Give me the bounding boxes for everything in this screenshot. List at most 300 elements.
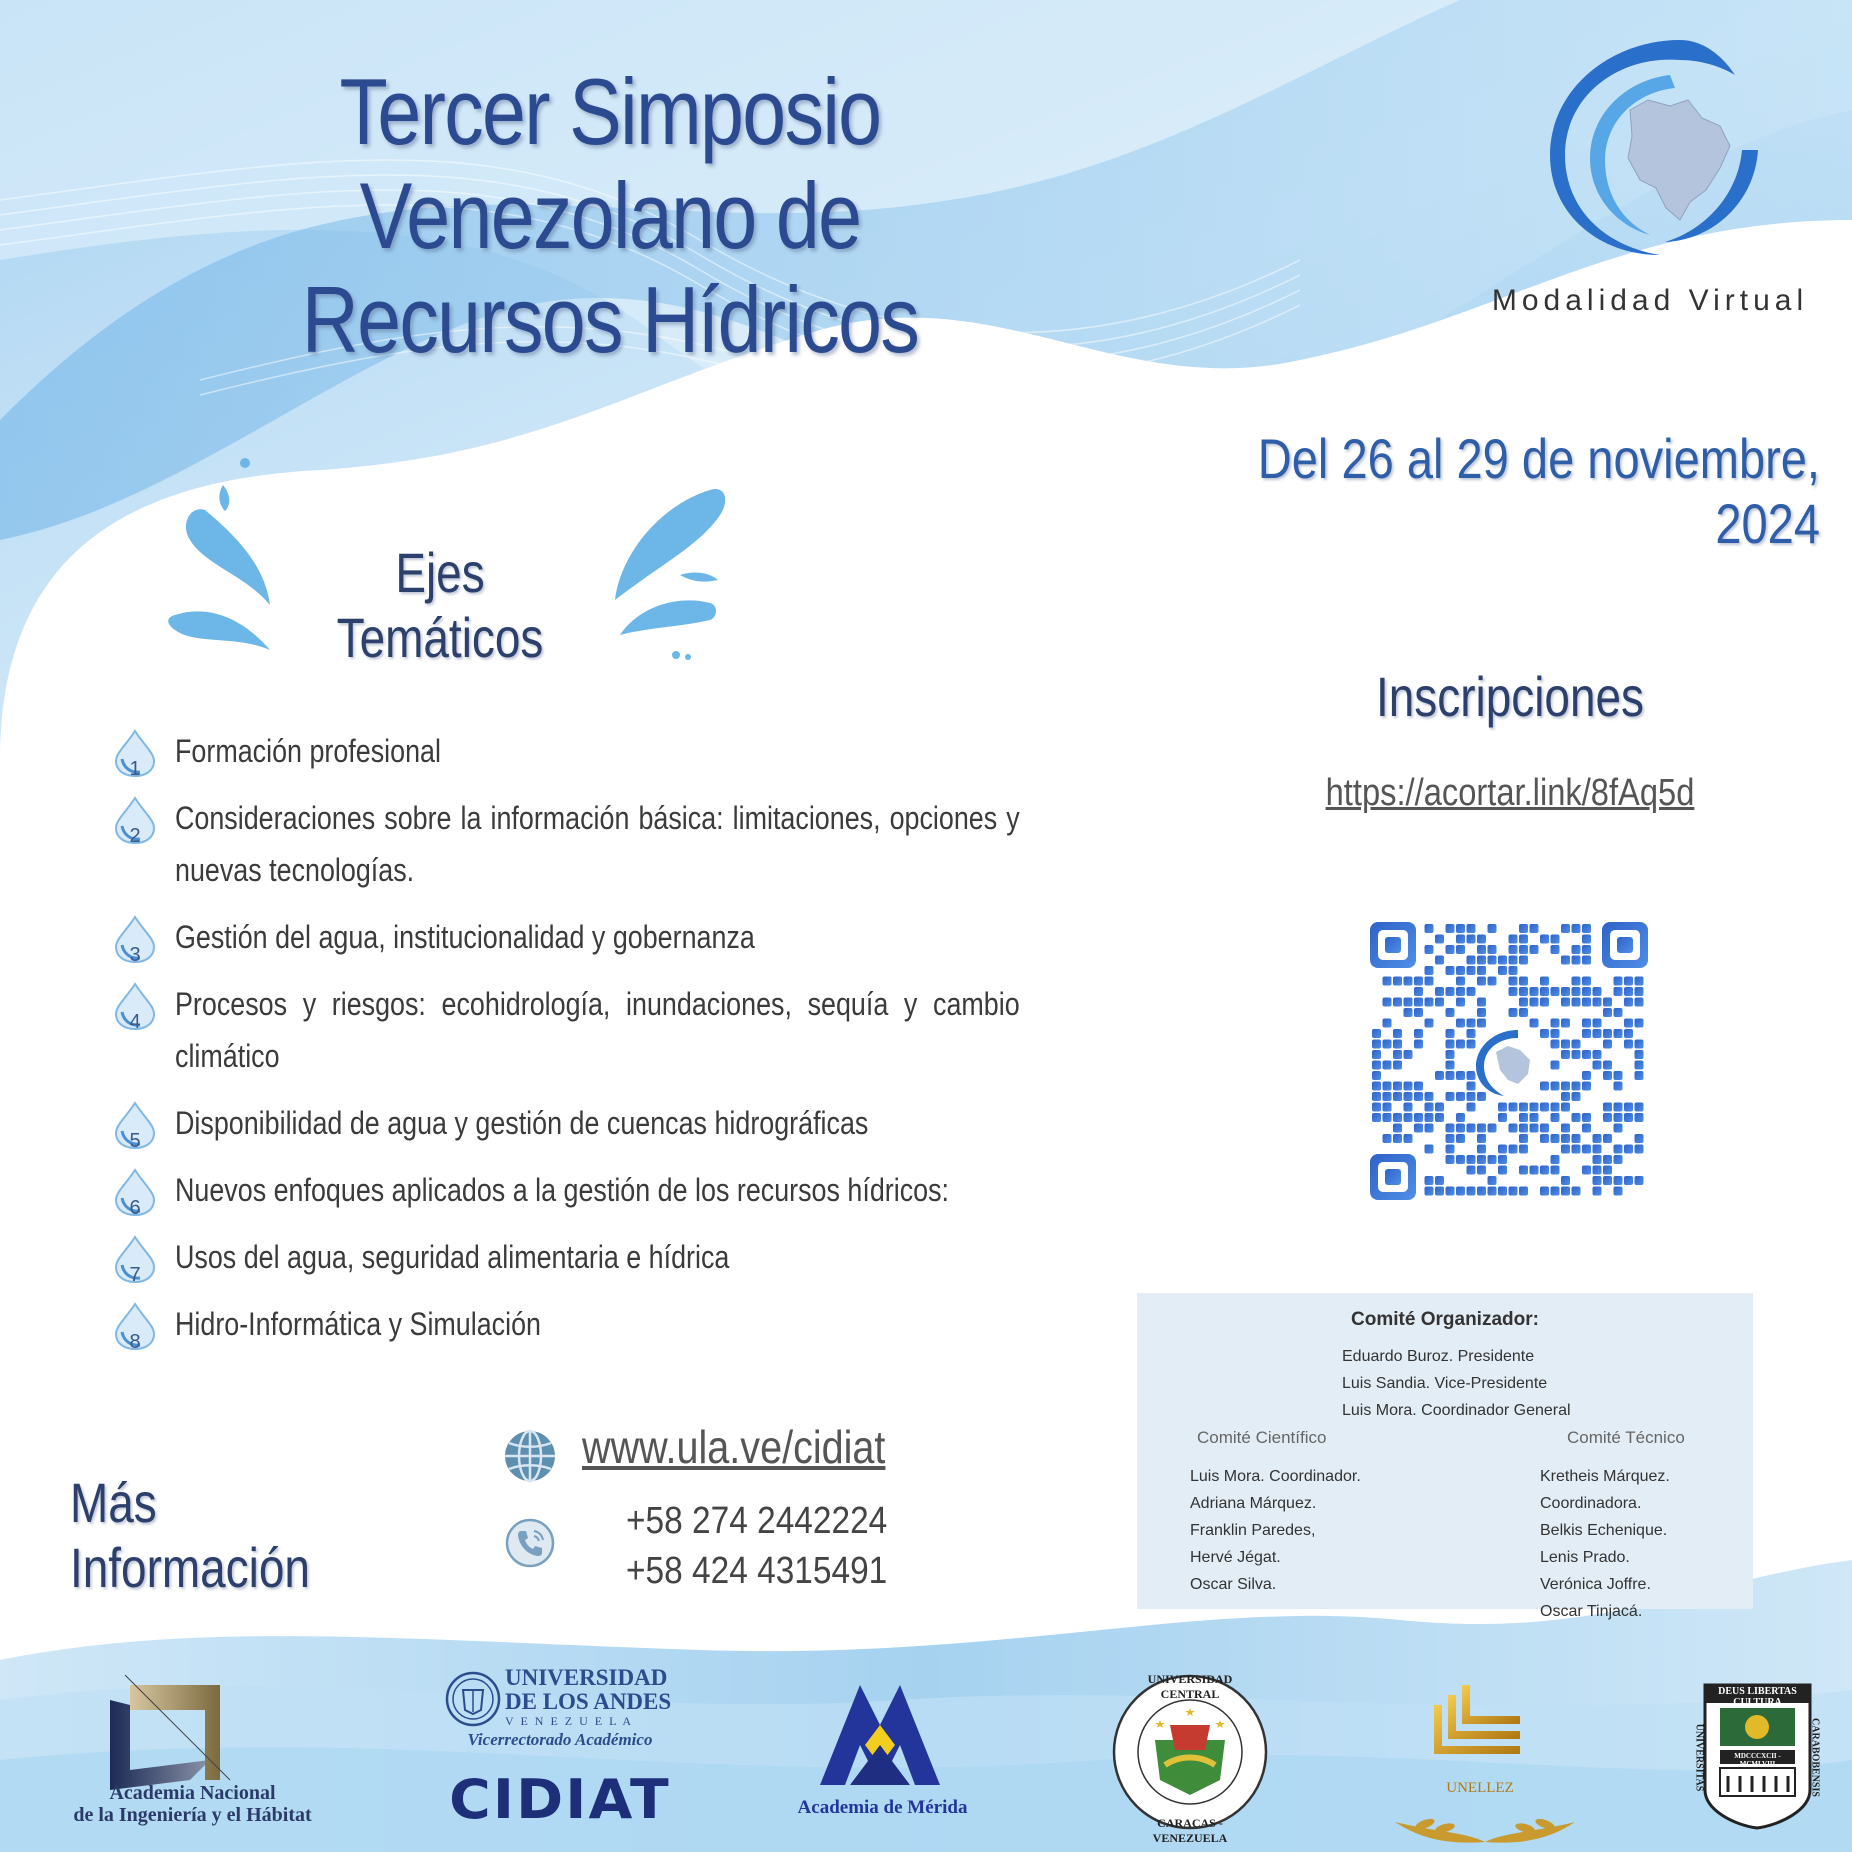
qr-module <box>1435 956 1444 965</box>
qr-module <box>1551 1082 1560 1091</box>
laurel-icon <box>1385 1802 1585 1852</box>
water-drop-icon <box>114 1302 156 1350</box>
qr-module <box>1414 1040 1423 1049</box>
qr-module <box>1467 987 1476 996</box>
qr-module <box>1572 998 1581 1007</box>
qr-module <box>1582 1166 1591 1175</box>
topic-number: 3 <box>129 944 141 966</box>
qr-module <box>1540 998 1549 1007</box>
qr-module <box>1603 1061 1612 1070</box>
qr-module <box>1477 945 1486 954</box>
qr-module <box>1519 1134 1528 1143</box>
qr-module <box>1551 1061 1560 1070</box>
qr-module <box>1435 935 1444 944</box>
qr-module <box>1477 1019 1486 1028</box>
qr-module <box>1582 987 1591 996</box>
qr-module <box>1593 987 1602 996</box>
qr-module <box>1393 1124 1402 1133</box>
qr-module <box>1456 1113 1465 1122</box>
topic-item <box>110 1298 1020 1353</box>
ula-line1: UNIVERSIDAD <box>505 1665 668 1690</box>
qr-module <box>1425 1092 1434 1101</box>
qr-module <box>1509 935 1518 944</box>
qr-module <box>1372 1103 1381 1112</box>
website-link[interactable]: www.ula.ve/cidiat <box>582 1421 886 1473</box>
qr-module <box>1635 1103 1644 1112</box>
qr-module <box>1530 945 1539 954</box>
water-splash-right-icon <box>600 485 730 665</box>
event-dates: Del 26 al 29 de noviembre, 2024 <box>1257 427 1820 555</box>
qr-module <box>1603 1103 1612 1112</box>
qr-module <box>1425 1176 1434 1185</box>
qr-module <box>1540 1187 1549 1196</box>
qr-module <box>1372 1061 1381 1070</box>
qr-module <box>1477 935 1486 944</box>
topic-number: 8 <box>129 1331 141 1353</box>
qr-module <box>1488 945 1497 954</box>
qr-module <box>1603 1176 1612 1185</box>
qr-module <box>1614 1082 1623 1091</box>
qr-module <box>1446 1029 1455 1038</box>
qr-module <box>1393 977 1402 986</box>
member-line: Belkis Echenique. <box>1540 1522 1668 1539</box>
qr-module <box>1582 956 1591 965</box>
organizing-committee <box>1137 1293 1753 1620</box>
more-info-heading: Más Información <box>70 1471 310 1599</box>
qr-module <box>1372 1092 1381 1101</box>
qr-module <box>1446 1071 1455 1080</box>
qr-module <box>1435 1103 1444 1112</box>
qr-module <box>1561 1019 1570 1028</box>
qr-module <box>1582 1071 1591 1080</box>
qr-module <box>1624 977 1633 986</box>
qr-module <box>1614 1155 1623 1164</box>
qr-module <box>1477 956 1486 965</box>
academia-ing-line2: de la Ingeniería y el Hábitat <box>73 1804 312 1826</box>
qr-module <box>1509 1103 1518 1112</box>
qr-module <box>1446 1050 1455 1059</box>
qr-module <box>1488 1155 1497 1164</box>
scientific-committee-members <box>1190 1463 1361 1598</box>
topic-number: 5 <box>129 1130 141 1152</box>
qr-module <box>1582 1124 1591 1133</box>
qr-module <box>1414 1008 1423 1017</box>
qr-module <box>1467 935 1476 944</box>
topic-item <box>110 1164 1020 1219</box>
qr-module <box>1425 977 1434 986</box>
qr-module <box>1635 987 1644 996</box>
qr-module <box>1635 1134 1644 1143</box>
qr-module <box>1572 1134 1581 1143</box>
qr-module <box>1414 1113 1423 1122</box>
technical-committee-title: Comité Técnico <box>1567 1428 1685 1447</box>
qr-module <box>1509 1124 1518 1133</box>
qr-module <box>1519 1145 1528 1154</box>
qr-module <box>1393 1050 1402 1059</box>
qr-module <box>1519 998 1528 1007</box>
qr-module <box>1477 1092 1486 1101</box>
qr-module <box>1635 1050 1644 1059</box>
qr-module <box>1446 1134 1455 1143</box>
qr-module <box>1624 1145 1633 1154</box>
qr-module <box>1467 1092 1476 1101</box>
phone-number-2: +58 424 4315491 <box>626 1550 888 1592</box>
ula-logo-text <box>505 1666 685 1729</box>
qr-module <box>1435 998 1444 1007</box>
qr-module <box>1456 1187 1465 1196</box>
topic-text: Procesos y riesgos: ecohidrología, inundaciones, sequía y cambio climático <box>175 986 1020 1074</box>
qr-module <box>1624 1019 1633 1028</box>
qr-module <box>1372 1040 1381 1049</box>
qr-module <box>1372 1029 1381 1038</box>
phone-number-1: +58 274 2442224 <box>626 1500 888 1542</box>
qr-module <box>1614 1008 1623 1017</box>
qr-module <box>1383 977 1392 986</box>
scientific-committee-title: Comité Científico <box>1197 1428 1327 1447</box>
committee-title: Comité Organizador: <box>1351 1309 1539 1330</box>
qr-module <box>1393 1040 1402 1049</box>
qr-module <box>1572 1050 1581 1059</box>
qr-module <box>1404 1082 1413 1091</box>
qr-module <box>1551 1029 1560 1038</box>
topics-list <box>110 725 1020 1365</box>
qr-module <box>1383 1019 1392 1028</box>
qr-module <box>1603 1040 1612 1049</box>
qr-module <box>1624 1103 1633 1112</box>
qr-module <box>1561 1124 1570 1133</box>
qr-module <box>1551 1113 1560 1122</box>
registration-qr-code[interactable] <box>1368 920 1650 1202</box>
qr-module <box>1467 924 1476 933</box>
qr-module <box>1593 1019 1602 1028</box>
qr-module <box>1383 1103 1392 1112</box>
member-line: Luis Mora. Coordinador. <box>1190 1468 1361 1485</box>
technical-committee-members <box>1540 1463 1753 1625</box>
academia-merida-logo <box>815 1675 945 1795</box>
event-title <box>148 60 1072 372</box>
qr-module <box>1509 1145 1518 1154</box>
qr-module <box>1446 945 1455 954</box>
qr-module <box>1372 1050 1381 1059</box>
ucv-top-text: UNIVERSIDAD CENTRAL <box>1147 1672 1233 1701</box>
qr-module <box>1488 924 1497 933</box>
qr-module <box>1624 1176 1633 1185</box>
qr-module <box>1635 1176 1644 1185</box>
qr-module <box>1509 977 1518 986</box>
qr-module <box>1530 1113 1539 1122</box>
qr-module <box>1393 1092 1402 1101</box>
qr-module <box>1446 987 1455 996</box>
qr-module <box>1572 924 1581 933</box>
member-line: Adriana Márquez. <box>1190 1495 1317 1512</box>
qr-module <box>1519 945 1528 954</box>
qr-module <box>1393 1061 1402 1070</box>
qr-module <box>1404 1008 1413 1017</box>
qr-module <box>1530 1124 1539 1133</box>
topic-text: Hidro-Informática y Simulación <box>175 1306 541 1342</box>
qr-module <box>1456 1071 1465 1080</box>
qr-module <box>1561 1092 1570 1101</box>
water-drop-icon <box>114 915 156 963</box>
qr-module <box>1488 1124 1497 1133</box>
water-splash-left-icon <box>165 455 280 655</box>
qr-module <box>1456 977 1465 986</box>
topic-text: Formación profesional <box>175 733 441 769</box>
qr-module <box>1635 998 1644 1007</box>
uc-motto: DEUS LIBERTAS CULTURA <box>1718 1686 1797 1708</box>
qr-module <box>1624 1040 1633 1049</box>
water-drop-icon <box>114 1235 156 1283</box>
qr-module <box>1530 1019 1539 1028</box>
qr-module <box>1530 924 1539 933</box>
qr-module <box>1572 956 1581 965</box>
qr-module <box>1551 1040 1560 1049</box>
qr-module <box>1425 1187 1434 1196</box>
qr-module <box>1435 1187 1444 1196</box>
qr-module <box>1519 1008 1528 1017</box>
qr-module <box>1624 987 1633 996</box>
qr-module <box>1446 924 1455 933</box>
topic-item <box>110 725 1020 780</box>
qr-module <box>1414 998 1423 1007</box>
qr-module <box>1635 1061 1644 1070</box>
qr-module <box>1383 1040 1392 1049</box>
member-line: Kretheis Márquez. Coordinadora. <box>1540 1468 1670 1512</box>
qr-module <box>1614 1176 1623 1185</box>
ucv-bottom-text: CARACAS - VENEZUELA <box>1152 1816 1228 1845</box>
qr-module <box>1603 1113 1612 1122</box>
qr-module <box>1519 924 1528 933</box>
qr-module <box>1393 1113 1402 1122</box>
qr-module <box>1446 1124 1455 1133</box>
qr-module <box>1614 987 1623 996</box>
qr-module <box>1456 945 1465 954</box>
qr-module <box>1551 935 1560 944</box>
topic-item <box>110 792 1020 896</box>
qr-module <box>1435 1176 1444 1185</box>
qr-module <box>1456 935 1465 944</box>
topic-number: 4 <box>129 1011 141 1033</box>
qr-module <box>1519 987 1528 996</box>
qr-module <box>1498 1187 1507 1196</box>
qr-module <box>1582 1113 1591 1122</box>
qr-module <box>1561 1145 1570 1154</box>
qr-module <box>1614 1113 1623 1122</box>
qr-module <box>1467 1029 1476 1038</box>
qr-module <box>1635 1145 1644 1154</box>
member-line: Oscar Tinjacá. <box>1540 1603 1643 1620</box>
ula-line3: V E N E Z U E L A <box>505 1714 633 1728</box>
qr-module <box>1614 1071 1623 1080</box>
qr-module <box>1593 998 1602 1007</box>
committee-organizers <box>1342 1343 1571 1424</box>
unellez-text: UNELLEZ <box>1446 1780 1514 1796</box>
qr-module <box>1624 1113 1633 1122</box>
qr-module <box>1435 1071 1444 1080</box>
qr-module <box>1404 998 1413 1007</box>
qr-module <box>1509 956 1518 965</box>
qr-module <box>1477 977 1486 986</box>
qr-module <box>1593 1166 1602 1175</box>
qr-module <box>1414 977 1423 986</box>
qr-module <box>1540 1029 1549 1038</box>
qr-module <box>1477 1155 1486 1164</box>
member-line: Lenis Prado. <box>1540 1549 1630 1566</box>
qr-module <box>1572 1082 1581 1091</box>
qr-module <box>1614 1124 1623 1133</box>
qr-module <box>1404 1113 1413 1122</box>
qr-module <box>1414 1092 1423 1101</box>
qr-module <box>1519 1187 1528 1196</box>
qr-module <box>1561 1134 1570 1143</box>
qr-module <box>1446 1187 1455 1196</box>
qr-module <box>1456 987 1465 996</box>
qr-module <box>1446 966 1455 975</box>
member-line: Hervé Jégat. <box>1190 1549 1281 1566</box>
symposium-logo <box>1530 30 1770 260</box>
qr-module <box>1593 1050 1602 1059</box>
qr-module <box>1477 1145 1486 1154</box>
qr-module <box>1393 1029 1402 1038</box>
qr-module <box>1467 1082 1476 1091</box>
qr-module <box>1572 987 1581 996</box>
qr-module <box>1551 1187 1560 1196</box>
qr-module <box>1456 924 1465 933</box>
qr-module <box>1383 1113 1392 1122</box>
modality-label: Modalidad Virtual <box>1491 284 1809 317</box>
qr-module <box>1467 1019 1476 1028</box>
qr-module <box>1530 998 1539 1007</box>
qr-module <box>1593 1187 1602 1196</box>
academia-merida-text: Academia de Mérida <box>797 1797 968 1818</box>
qr-module <box>1593 1145 1602 1154</box>
topic-number: 6 <box>129 1197 141 1219</box>
qr-module <box>1603 1134 1612 1143</box>
qr-module <box>1582 998 1591 1007</box>
qr-module <box>1477 966 1486 975</box>
topic-item <box>110 1231 1020 1286</box>
qr-module <box>1582 977 1591 986</box>
organizer-line: Luis Mora. Coordinador General <box>1342 1402 1571 1419</box>
qr-module <box>1467 966 1476 975</box>
qr-module <box>1561 1187 1570 1196</box>
qr-module <box>1561 1176 1570 1185</box>
topic-number: 7 <box>129 1264 141 1286</box>
qr-module <box>1425 1019 1434 1028</box>
qr-module <box>1383 998 1392 1007</box>
qr-module <box>1540 1082 1549 1091</box>
qr-module <box>1561 924 1570 933</box>
topic-text: Disponibilidad de agua y gestión de cuencas hidrográficas <box>175 1105 869 1141</box>
qr-module <box>1561 1103 1570 1112</box>
qr-module <box>1509 945 1518 954</box>
qr-module <box>1414 1124 1423 1133</box>
topic-item <box>110 1097 1020 1152</box>
qr-module <box>1509 1187 1518 1196</box>
qr-module <box>1425 945 1434 954</box>
academia-ing-line1: Academia Nacional <box>109 1782 276 1804</box>
qr-module <box>1572 1187 1581 1196</box>
qr-module <box>1435 987 1444 996</box>
water-drop-icon <box>114 1168 156 1216</box>
academia-ingenieria-text <box>50 1782 335 1826</box>
qr-module <box>1498 1166 1507 1175</box>
qr-module <box>1582 1145 1591 1154</box>
qr-module <box>1383 1134 1392 1143</box>
qr-module <box>1467 956 1476 965</box>
qr-module <box>1498 1155 1507 1164</box>
unellez-logo <box>1430 1680 1530 1780</box>
qr-module <box>1551 945 1560 954</box>
cidiat-logo: CIDIAT <box>449 1768 671 1831</box>
qr-module <box>1624 998 1633 1007</box>
qr-module <box>1519 956 1528 965</box>
ula-line2: DE LOS ANDES <box>505 1689 672 1714</box>
globe-icon <box>502 1428 558 1484</box>
qr-module <box>1519 1103 1528 1112</box>
qr-module <box>1446 1040 1455 1049</box>
qr-module <box>1456 1155 1465 1164</box>
qr-module <box>1582 1019 1591 1028</box>
member-line: Franklin Paredes, <box>1190 1522 1316 1539</box>
qr-module <box>1572 1145 1581 1154</box>
qr-module <box>1477 1134 1486 1143</box>
qr-module <box>1372 1113 1381 1122</box>
qr-module <box>1383 1092 1392 1101</box>
qr-module <box>1456 998 1465 1007</box>
topic-text: Usos del agua, seguridad alimentaria e hídrica <box>175 1239 730 1275</box>
uc-side-right: CARABOBENSIS <box>1809 1718 1821 1797</box>
water-drop-icon <box>114 796 156 844</box>
qr-module <box>1540 1103 1549 1112</box>
qr-module <box>1425 1103 1434 1112</box>
qr-module <box>1624 1029 1633 1038</box>
topic-text: Gestión del agua, institucionalidad y gobernanza <box>175 919 755 955</box>
qr-module <box>1614 977 1623 986</box>
qr-module <box>1519 1124 1528 1133</box>
qr-module <box>1456 1124 1465 1133</box>
qr-module <box>1593 1134 1602 1143</box>
qr-module <box>1572 977 1581 986</box>
qr-module <box>1488 956 1497 965</box>
qr-module <box>1456 1040 1465 1049</box>
qr-module <box>1404 1050 1413 1059</box>
qr-module <box>1551 1134 1560 1143</box>
qr-module <box>1540 1124 1549 1133</box>
member-line: Oscar Silva. <box>1190 1576 1277 1593</box>
registration-link[interactable]: https://acortar.link/8fAq5d <box>1325 772 1695 814</box>
water-drop-icon <box>114 729 156 777</box>
qr-module <box>1519 977 1528 986</box>
qr-module <box>1456 1019 1465 1028</box>
qr-module <box>1509 1008 1518 1017</box>
qr-module <box>1572 1040 1581 1049</box>
qr-module <box>1572 945 1581 954</box>
qr-module <box>1540 987 1549 996</box>
uc-side-left: UNIVERSITAS <box>1693 1723 1705 1792</box>
qr-module <box>1456 1134 1465 1143</box>
qr-module <box>1561 1082 1570 1091</box>
qr-module <box>1383 1082 1392 1091</box>
qr-module <box>1582 1029 1591 1038</box>
academia-ingenieria-logo <box>100 1670 260 1795</box>
qr-module <box>1603 1166 1612 1175</box>
phone-icon <box>504 1517 556 1569</box>
qr-module <box>1551 1019 1560 1028</box>
qr-module <box>1551 1103 1560 1112</box>
qr-module <box>1467 1040 1476 1049</box>
ula-seal-icon <box>445 1668 501 1730</box>
